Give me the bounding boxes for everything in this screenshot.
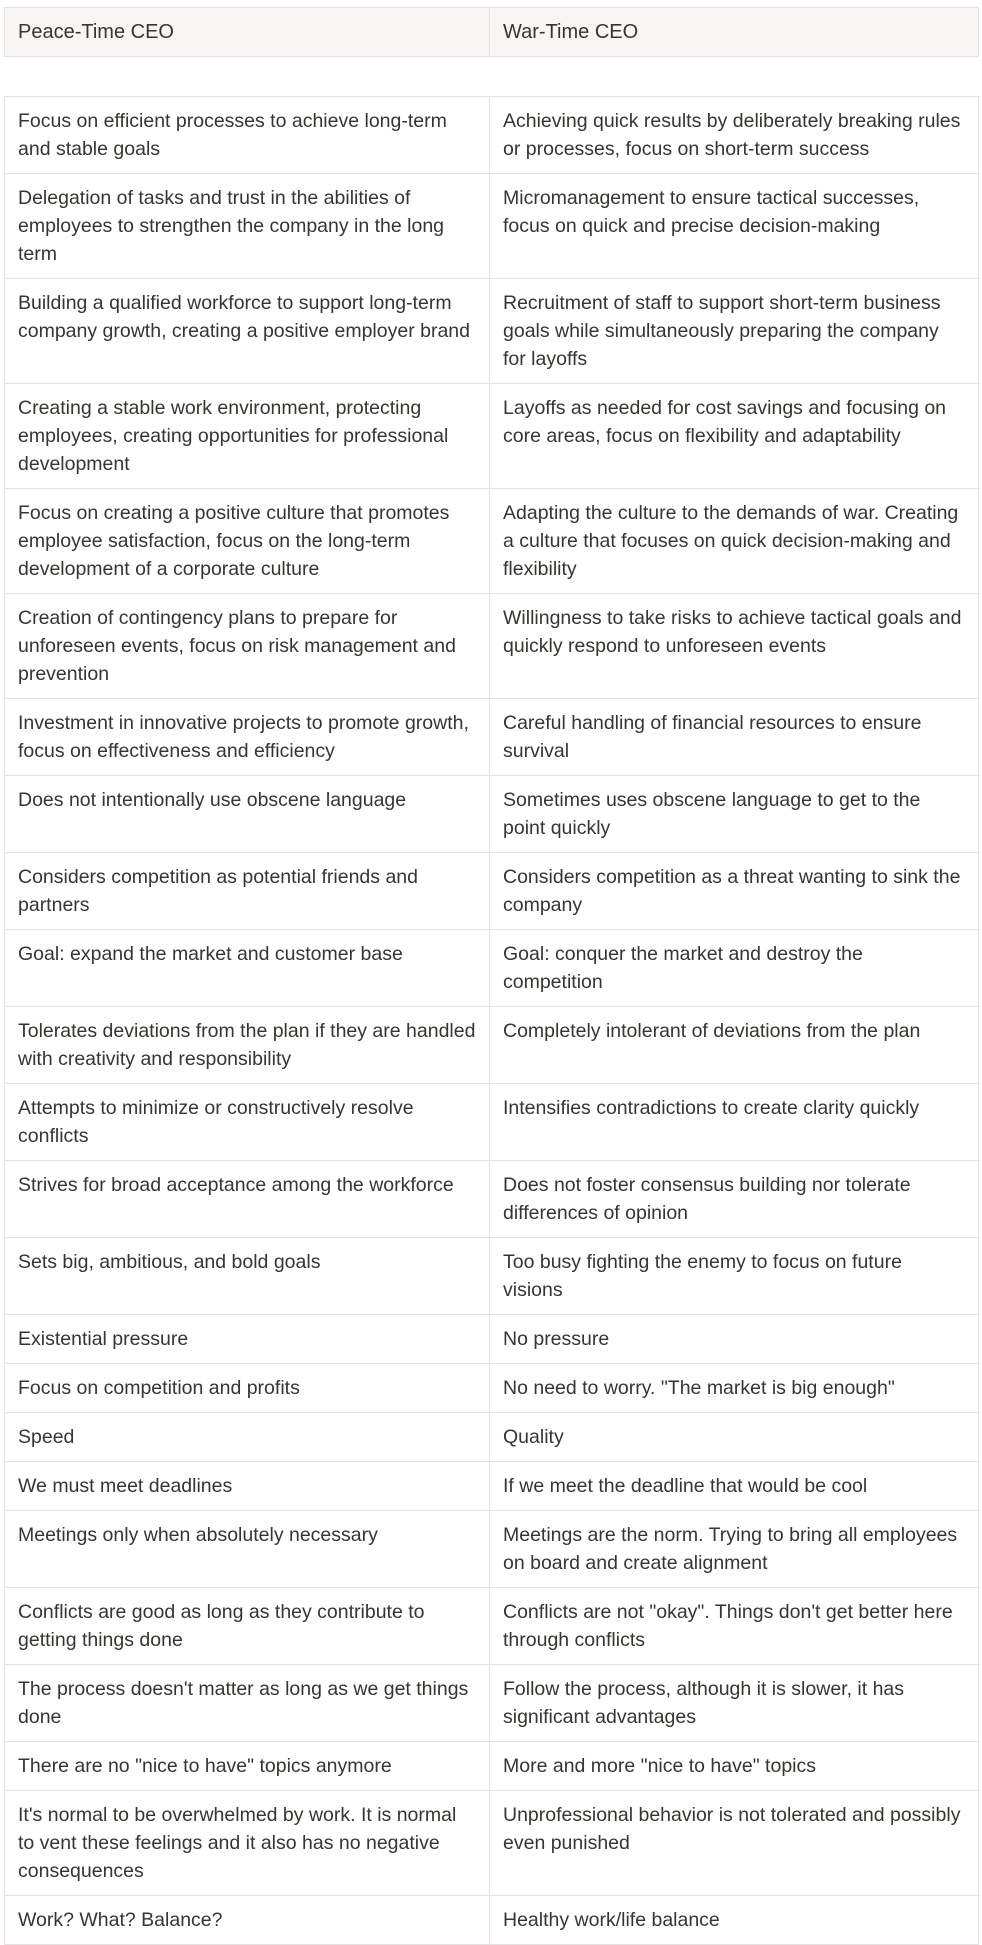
peace-time-cell: Tolerates deviations from the plan if they are handled with creativity and responsibility [5,1007,490,1084]
war-time-cell: No pressure [490,1315,979,1364]
table-row [5,1364,979,1413]
peace-time-cell: Focus on efficient processes to achieve long-term and stable goals [5,97,490,174]
war-time-cell: Quality [490,1413,979,1462]
table-row [5,1007,979,1084]
war-time-cell: Achieving quick results by deliberately breaking rules or processes, focus on short-term success [490,97,979,174]
peace-time-cell: Delegation of tasks and trust in the abilities of employees to strengthen the company in the long term [5,174,490,279]
table-row [5,1462,979,1511]
war-time-cell: If we meet the deadline that would be cool [490,1462,979,1511]
war-time-cell: Goal: conquer the market and destroy the competition [490,930,979,1007]
war-time-cell: Does not foster consensus building nor tolerate differences of opinion [490,1161,979,1238]
table-row [5,174,979,279]
header-row [5,8,979,57]
peace-time-cell: Strives for broad acceptance among the workforce [5,1161,490,1238]
war-time-cell: Completely intolerant of deviations from the plan [490,1007,979,1084]
table-row [5,1742,979,1791]
peace-time-cell: The process doesn't matter as long as we get things done [5,1665,490,1742]
comparison-table [4,96,979,1945]
peace-time-cell: Considers competition as potential friends and partners [5,853,490,930]
table-row [5,1588,979,1665]
war-time-cell: Recruitment of staff to support short-term business goals while simultaneously preparing the company for layoffs [490,279,979,384]
peace-time-cell: Building a qualified workforce to support long-term company growth, creating a positive employer brand [5,279,490,384]
peace-time-cell: We must meet deadlines [5,1462,490,1511]
peace-time-cell: Creating a stable work environment, protecting employees, creating opportunities for professional development [5,384,490,489]
war-time-cell: Careful handling of financial resources to ensure survival [490,699,979,776]
peace-time-cell: Conflicts are good as long as they contribute to getting things done [5,1588,490,1665]
peace-time-cell: Focus on competition and profits [5,1364,490,1413]
table-row [5,1665,979,1742]
table-row [5,930,979,1007]
war-time-cell: Micromanagement to ensure tactical successes, focus on quick and precise decision-making [490,174,979,279]
peace-time-cell: Sets big, ambitious, and bold goals [5,1238,490,1315]
table-row [5,699,979,776]
table-row [5,1084,979,1161]
war-time-cell: Follow the process, although it is slower, it has significant advantages [490,1665,979,1742]
war-time-cell: Meetings are the norm. Trying to bring all employees on board and create alignment [490,1511,979,1588]
war-time-cell: Considers competition as a threat wanting to sink the company [490,853,979,930]
war-time-cell: Too busy fighting the enemy to focus on future visions [490,1238,979,1315]
peace-time-cell: It's normal to be overwhelmed by work. It is normal to vent these feelings and it also has no negative consequences [5,1791,490,1896]
peace-time-cell: Creation of contingency plans to prepare for unforeseen events, focus on risk management and prevention [5,594,490,699]
table-row [5,279,979,384]
war-time-cell: No need to worry. "The market is big enough" [490,1364,979,1413]
table-row [5,1315,979,1364]
war-time-cell: Layoffs as needed for cost savings and focusing on core areas, focus on flexibility and adaptability [490,384,979,489]
war-time-cell: Healthy work/life balance [490,1896,979,1945]
peace-time-cell: Existential pressure [5,1315,490,1364]
comparison-table-body [5,97,979,1945]
table-row [5,1238,979,1315]
war-time-cell: More and more "nice to have" topics [490,1742,979,1791]
peace-time-cell: Meetings only when absolutely necessary [5,1511,490,1588]
table-row [5,776,979,853]
table-row [5,1161,979,1238]
peace-time-cell: Goal: expand the market and customer base [5,930,490,1007]
table-row [5,853,979,930]
war-time-cell: Sometimes uses obscene language to get to the point quickly [490,776,979,853]
peace-time-cell: Investment in innovative projects to promote growth, focus on effectiveness and efficiency [5,699,490,776]
peace-time-cell: Speed [5,1413,490,1462]
table-row [5,489,979,594]
peace-time-cell: Attempts to minimize or constructively resolve conflicts [5,1084,490,1161]
peace-time-cell: There are no "nice to have" topics anymore [5,1742,490,1791]
table-row [5,384,979,489]
table-row [5,97,979,174]
header-peace-time-ceo: Peace-Time CEO [5,8,490,57]
table-row [5,594,979,699]
header-war-time-ceo: War-Time CEO [490,8,979,57]
table-row [5,1791,979,1896]
table-row [5,1511,979,1588]
war-time-cell: Adapting the culture to the demands of war. Creating a culture that focuses on quick decision-making and flexibility [490,489,979,594]
war-time-cell: Conflicts are not "okay". Things don't get better here through conflicts [490,1588,979,1665]
peace-time-cell: Focus on creating a positive culture that promotes employee satisfaction, focus on the long-term development of a corporate culture [5,489,490,594]
war-time-cell: Intensifies contradictions to create clarity quickly [490,1084,979,1161]
table-row [5,1413,979,1462]
table-row [5,1896,979,1945]
comparison-header-table [4,7,979,57]
peace-time-cell: Work? What? Balance? [5,1896,490,1945]
war-time-cell: Unprofessional behavior is not tolerated and possibly even punished [490,1791,979,1896]
peace-time-cell: Does not intentionally use obscene language [5,776,490,853]
war-time-cell: Willingness to take risks to achieve tactical goals and quickly respond to unforeseen events [490,594,979,699]
